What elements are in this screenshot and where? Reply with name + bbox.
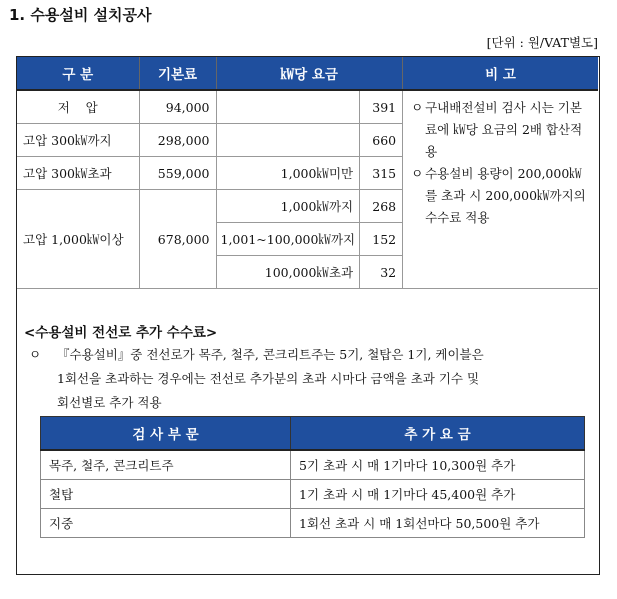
row-category: 저 압 [17,90,139,124]
header-rate-per-kw: ㎾당 요금 [216,57,403,90]
remarks-cell [403,90,598,289]
row-rate: 660 [360,124,403,157]
paragraph-text: 『수용설비』중 전선로가 목주, 철주, 콘크리트주는 5기, 철탑은 1기, 케이블은 [57,347,484,362]
paragraph-line: 1회선을 초과하는 경우에는 전선로 추가분의 초과 시마다 금액을 초과 기수 및 [57,371,480,386]
row-rate: 315 [360,157,403,190]
remark-text: 구내배전설비 검사 시는 기본료에 ㎾당 요금의 2배 합산적용 [425,100,583,159]
extra-fee: 1회선 초과 시 매 1회선마다 50,500원 추가 [291,509,585,538]
header-inspection-section: 검 사 부 문 [41,417,291,451]
section-heading: <수용설비 전선로 추가 수수료> [24,325,218,341]
row-base-fee: 94,000 [139,90,216,124]
extra-category: 목주, 철주, 콘크리트주 [41,450,291,480]
row-base-fee: 298,000 [139,124,216,157]
row-tier [216,90,360,124]
row-tier: 1,000㎾까지 [216,190,360,223]
extra-fee-table [40,416,585,538]
fee-table [17,57,598,289]
unit-note: [단위 : 원/VAT별도] [486,35,598,50]
remark-bullet: ㅇ [411,100,424,115]
paragraph-line: 회선별로 추가 적용 [57,395,162,410]
table-row [41,450,585,480]
paragraph-bullet: ㅇ [29,347,42,362]
table-row [41,480,585,509]
row-tier [216,124,360,157]
extra-table-header [41,417,585,451]
row-base-fee: 678,000 [139,190,216,289]
row-rate: 32 [360,256,403,289]
remark-item [411,97,592,163]
row-tier: 1,000㎾미만 [216,157,360,190]
remark-text: 수용설비 용량이 200,000㎾를 초과 시 200,000㎾까지의 수수료 적용 [425,166,586,225]
extra-fee: 5기 초과 시 매 1기마다 10,300원 추가 [291,450,585,480]
row-base-fee: 559,000 [139,157,216,190]
row-category: 고압 300㎾까지 [17,124,139,157]
header-base-fee: 기본료 [139,57,216,90]
extra-category: 철탑 [41,480,291,509]
fee-table-header [17,57,598,90]
table-row [41,509,585,538]
header-category: 구 분 [17,57,139,90]
section-paragraph [29,343,589,415]
row-rate: 152 [360,223,403,256]
table-row [17,90,598,124]
content-frame [16,56,600,575]
row-rate: 391 [360,90,403,124]
remark-bullet: ㅇ [411,166,424,181]
header-remarks: 비 고 [403,57,598,90]
extra-category: 지중 [41,509,291,538]
row-category: 고압 1,000㎾이상 [17,190,139,289]
extra-fee: 1기 초과 시 매 1기마다 45,400원 추가 [291,480,585,509]
paragraph-line [29,343,589,367]
remark-item [411,163,592,229]
row-tier: 1,001~100,000㎾까지 [216,223,360,256]
header-additional-fee: 추 가 요 금 [291,417,585,451]
row-category: 고압 300㎾초과 [17,157,139,190]
row-tier: 100,000㎾초과 [216,256,360,289]
row-rate: 268 [360,190,403,223]
page-title: 1. 수용설비 설치공사 [9,6,152,24]
